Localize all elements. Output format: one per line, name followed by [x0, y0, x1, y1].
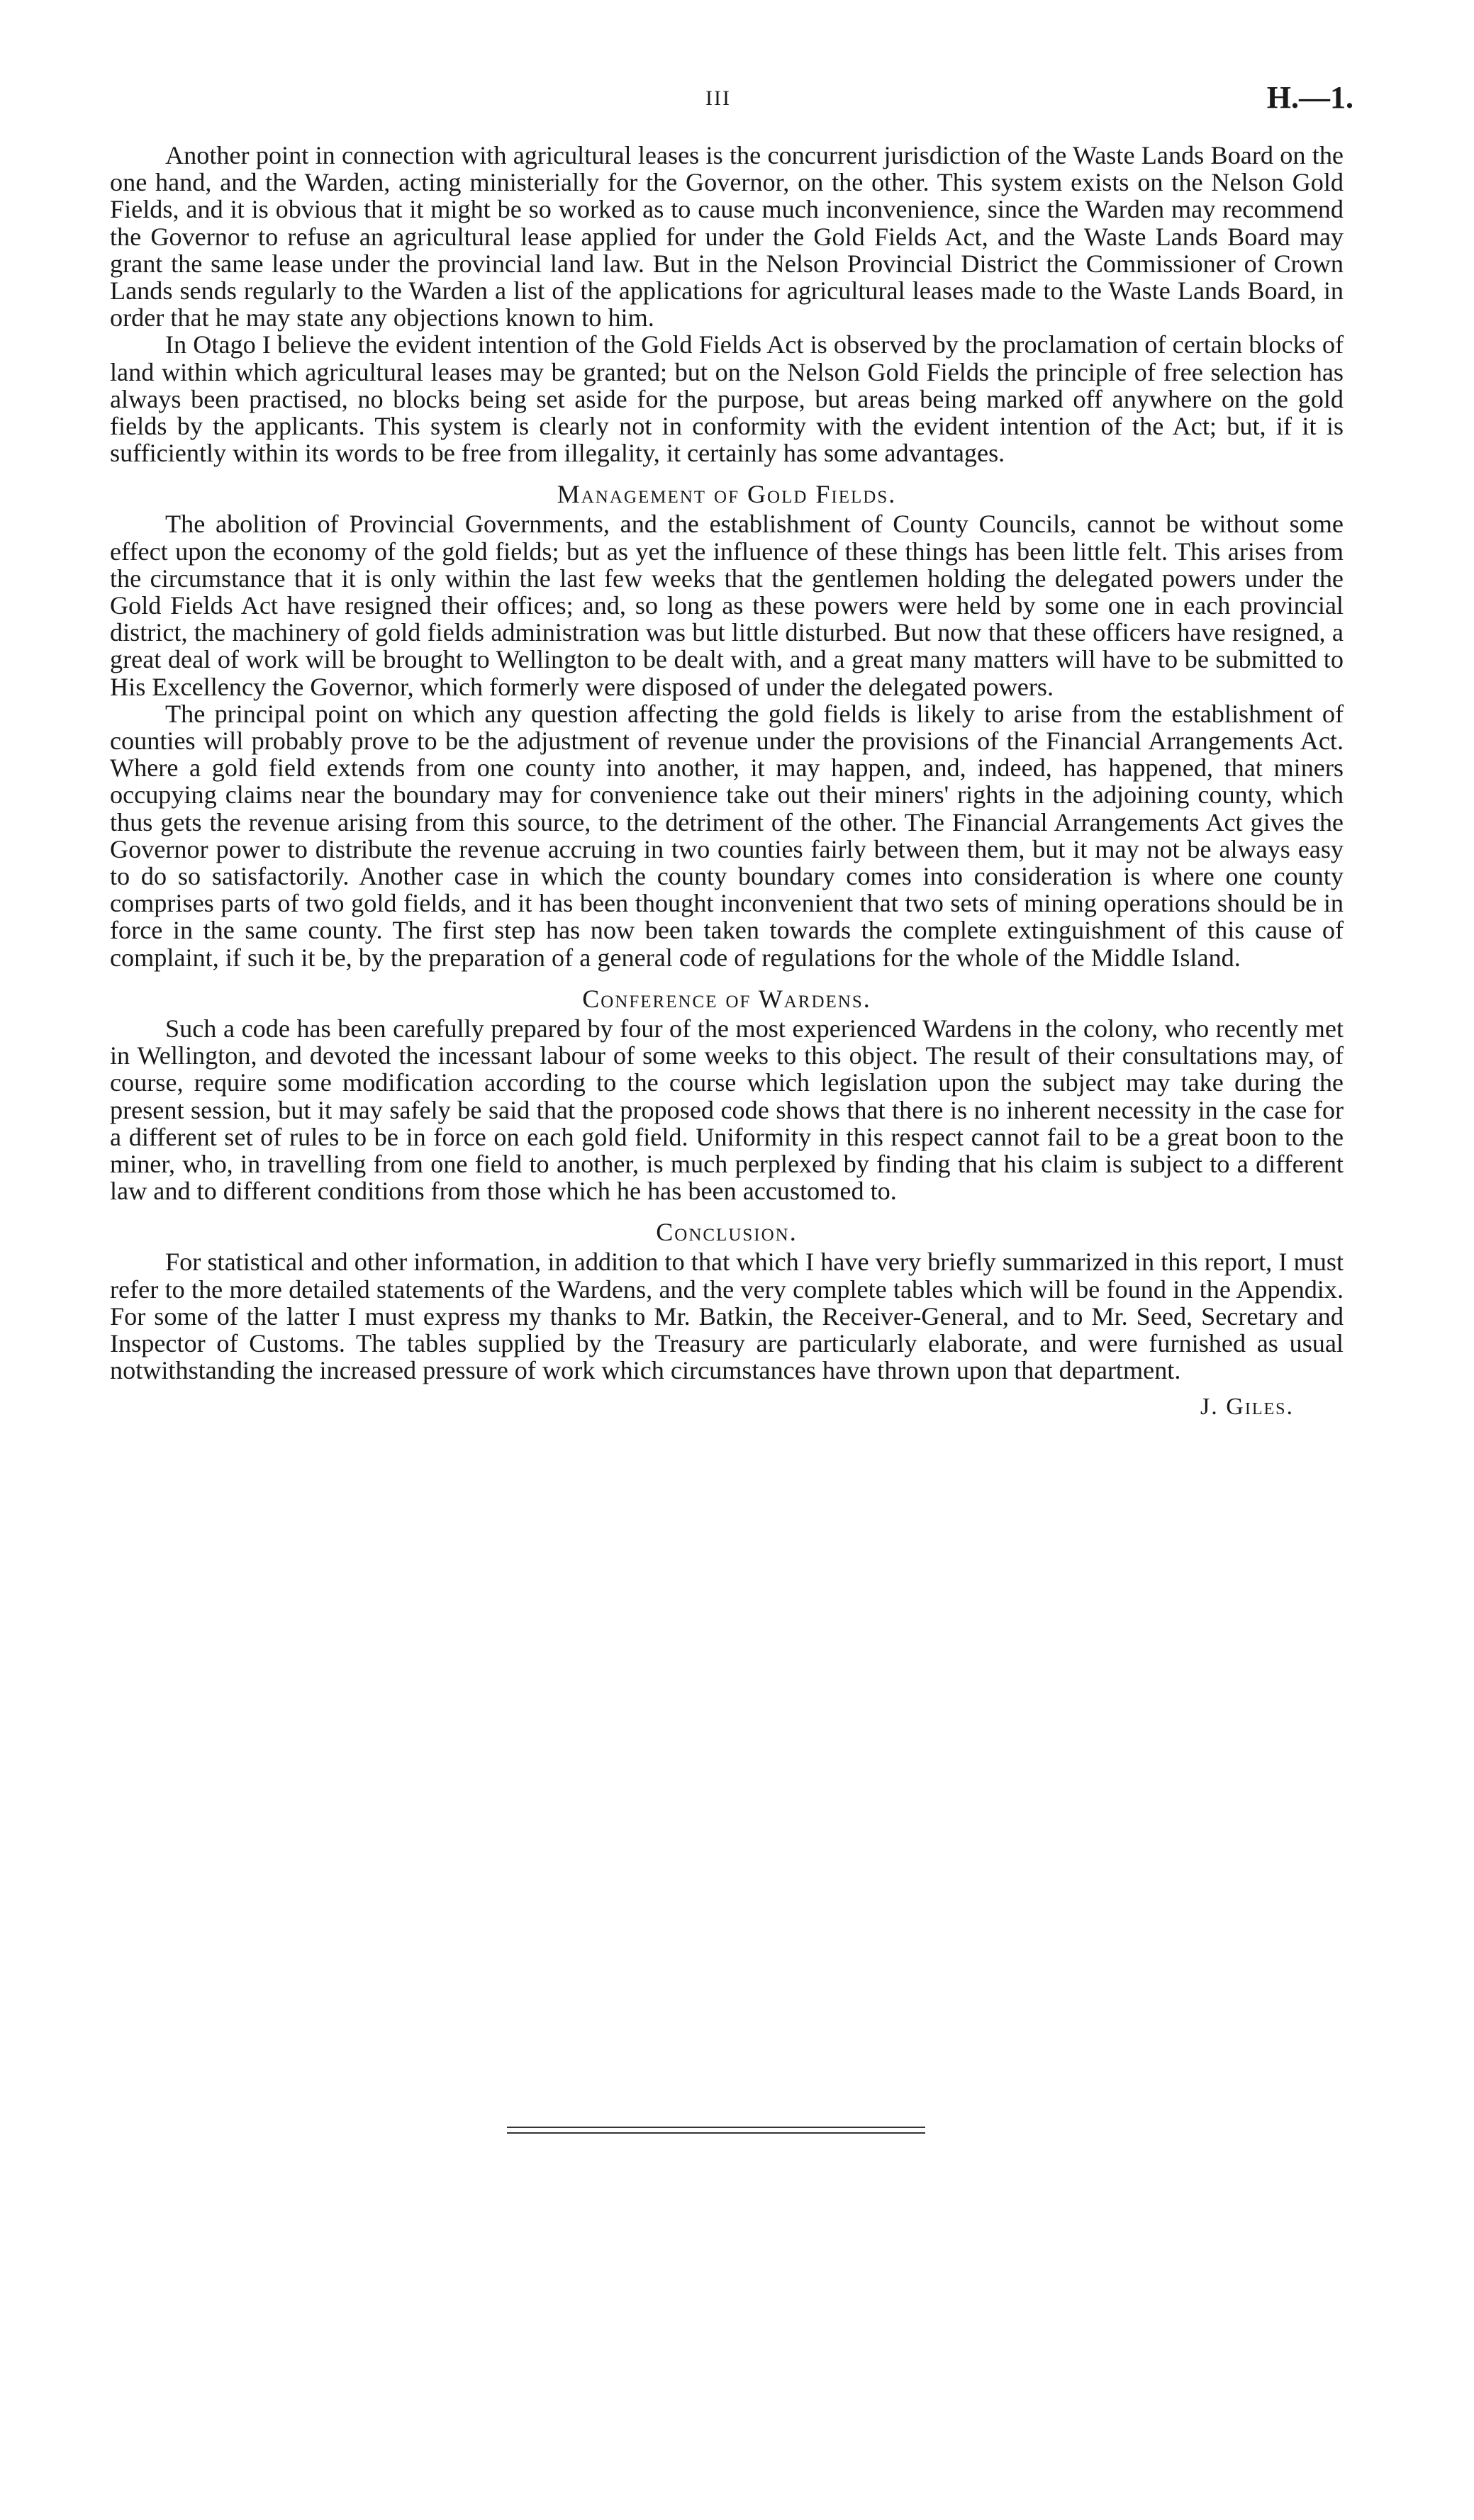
- document-code: H.—1.: [1266, 80, 1353, 115]
- paragraph-statistical: For statistical and other information, in addition to that which I have very briefly summarized in this report, I must refer to the more detailed statements of the Wardens, and the very complete tables which will be found in the Appendix. For some of the latter I must express my thanks to Mr. Batkin, the Receiver-General, and to Mr. Seed, Secretary and Inspector of Customs. The tables supplied by the Treasury are particularly elaborate, and were furnished as usual notwithstanding the increased pressure of work which circumstances have thrown upon that department.: [110, 1248, 1344, 1385]
- page-number: III: [705, 86, 731, 110]
- heading-management-of-gold-fields: Management of Gold Fields.: [557, 480, 897, 509]
- paragraph-abolition: The abolition of Provincial Governments, and the establishment of County Councils, cannot be without some effect upon the economy of the gold fields; but as yet the influence of these things has been little felt. This arises from the circumstance that it is only within the last few weeks that the gentlemen holding the delegated powers under the Gold Fields Act have resigned their offices; and, so long as these powers were held by some one in each provincial district, the machinery of gold fields administration was but little disturbed. But now that these officers have resigned, a great deal of work will be brought to Wellington to be dealt with, and a great many matters will have to be submitted to His Excellency the Governor, which formerly were disposed of under the delegated powers.: [110, 510, 1344, 701]
- paragraph-agricultural-leases: Another point in connection with agricultural leases is the concurrent jurisdiction of the Waste Lands Board on the one hand, and the Warden, acting ministerially for the Governor, on the other. This system exists on the Nelson Gold Fields, and it is obvious that it might be so worked as to cause much inconvenience, since the Warden may recommend the Governor to refuse an agricultural lease applied for under the Gold Fields Act, and the Waste Lands Board may grant the same lease under the provincial land law. But in the Nelson Provincial District the Commissioner of Crown Lands sends regularly to the Warden a list of the applications for agricultural leases made to the Waste Lands Board, in order that he may state any objections known to him.: [110, 141, 1344, 332]
- heading-conference-of-wardens: Conference of Wardens.: [582, 984, 871, 1013]
- closing-rule-top: [507, 2127, 925, 2128]
- paragraph-principal-point: The principal point on which any question affecting the gold fields is likely to arise from the establishment of counties will probably prove to be the adjustment of revenue under the provisions of the Financial Arrangements Act. Where a gold field extends from one county into another, it may happen, and, indeed, has happened, that miners occupying claims near the boundary may for convenience take out their miners' rights in the adjoining county, which thus gets the revenue arising from this source, to the detriment of the other. The Financial Arrangements Act gives the Governor power to distribute the revenue accruing in two counties fairly between them, but it may not be always easy to do so satisfactorily. Another case in which the county boundary comes into consideration is where one county comprises parts of two gold fields, and it has been thought inconvenient that two sets of mining operations should be in force in the same county. The first step has now been taken towards the complete extinguishment of this cause of complaint, if such it be, by the preparation of a general code of regulations for the whole of the Middle Island.: [110, 699, 1344, 972]
- paragraph-otago: In Otago I believe the evident intention of the Gold Fields Act is observed by the proclamation of certain blocks of land within which agricultural leases may be granted; but on the Nelson Gold Fields the principle of free selection has always been practised, no blocks being set aside for the purpose, but areas being marked off anywhere on the gold fields by the applicants. This system is clearly not in conformity with the evident intention of the Act; but, if it is sufficiently within its words to be free from illegality, it certainly has some advantages.: [110, 330, 1344, 468]
- signature: J. Giles.: [1200, 1394, 1294, 1421]
- heading-conclusion: Conclusion.: [656, 1218, 798, 1247]
- page-header: [0, 79, 1474, 122]
- paragraph-code: Such a code has been carefully prepared by four of the most experienced Wardens in the colony, who recently met in Wellington, and devoted the incessant labour of some weeks to this object. The result of their consultations may, of course, require some modification according to the course which legislation upon the subject may take during the present session, but it may safely be said that the proposed code shows that there is no inherent necessity in the case for a different set of rules to be in force on each gold field. Uniformity in this respect cannot fail to be a great boon to the miner, who, in travelling from one field to another, is much perplexed by finding that his claim is subject to a different law and to different conditions from those which he has been accustomed to.: [110, 1014, 1344, 1206]
- closing-rule-bottom: [507, 2132, 925, 2134]
- report-body: [110, 142, 1344, 1421]
